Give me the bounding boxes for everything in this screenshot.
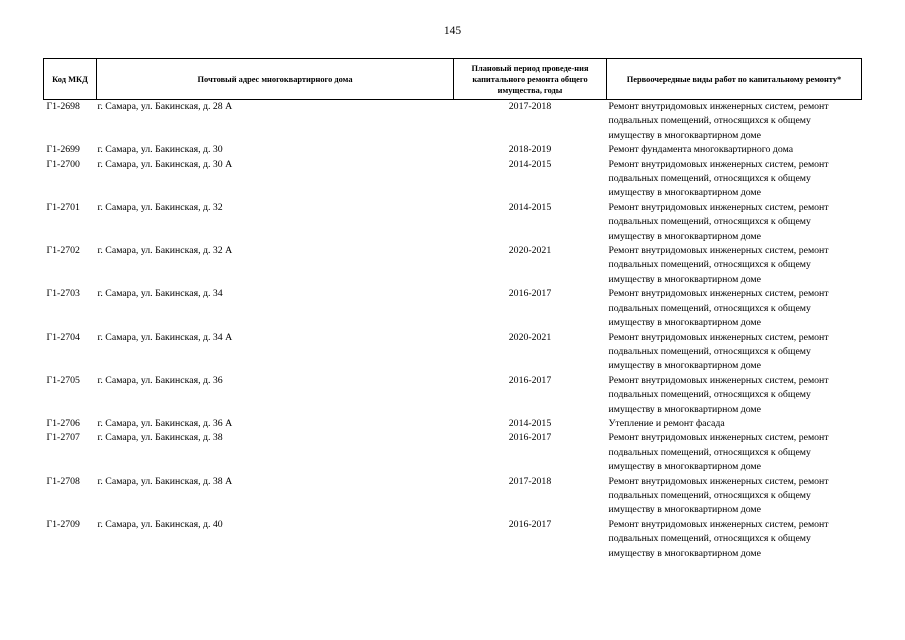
cell-address: г. Самара, ул. Бакинская, д. 30 [97,144,223,156]
cell-works: Ремонт внутридомовых инженерных систем, ремонт подвальных помещений, относящихся к общему имуществу в многоквартирном доме [608,331,829,372]
cell-address: г. Самара, ул. Бакинская, д. 38 [97,432,223,444]
cell-address: г. Самара, ул. Бакинская, д. 36 А [97,417,233,429]
cell-works: Ремонт внутридомовых инженерных систем, ремонт подвальных помещений, относящихся к общему имуществу в многоквартирном доме [608,101,829,141]
cell-code: Г1-2709 [46,518,80,530]
page-number: 145 [443,25,462,37]
table-header-row [44,59,862,100]
cell-code: Г1-2706 [46,417,80,429]
table-row [44,475,862,518]
table-row [44,417,862,431]
cell-address: г. Самара, ул. Бакинская, д. 34 [97,288,223,300]
cell-works: Ремонт внутридомовых инженерных систем, ремонт подвальных помещений, относящихся к общему имуществу в многоквартирном доме [608,475,829,516]
cell-address: г. Самара, ул. Бакинская, д. 40 [97,518,223,530]
header-address: Почтовый адрес многоквартирного дома [97,59,454,100]
cell-address: г. Самара, ул. Бакинская, д. 38 А [97,475,233,487]
cell-works: Ремонт внутридомовых инженерных систем, ремонт подвальных помещений, относящихся к общему имуществу в многоквартирном доме [608,374,829,415]
cell-address: г. Самара, ул. Бакинская, д. 30 А [97,158,233,170]
table-row [44,518,862,561]
cell-period: 2014-2015 [508,201,552,213]
cell-period: 2014-2015 [508,158,552,170]
cell-period: 2018-2019 [508,144,552,156]
table-row [44,100,862,144]
table-row [44,244,862,287]
table-body [44,100,862,562]
cell-code: Г1-2705 [46,374,80,386]
table-row [44,158,862,201]
cell-period: 2017-2018 [508,475,552,487]
cell-works: Ремонт внутридомовых инженерных систем, ремонт подвальных помещений, относящихся к общему имуществу в многоквартирном доме [608,245,829,285]
cell-address: г. Самара, ул. Бакинская, д. 32 [97,201,223,213]
table-row [44,287,862,330]
cell-code: Г1-2702 [46,245,80,257]
cell-period: 2016-2017 [508,432,552,444]
cell-works: Ремонт внутридомовых инженерных систем, ремонт подвальных помещений, относящихся к общему имуществу в многоквартирном доме [608,518,829,559]
cell-code: Г1-2704 [46,331,80,343]
capital-repair-table [43,58,862,561]
cell-address: г. Самара, ул. Бакинская, д. 36 [97,374,223,386]
cell-period: 2014-2015 [508,417,552,429]
cell-address: г. Самара, ул. Бакинская, д. 32 А [97,245,233,257]
cell-period: 2016-2017 [508,374,552,386]
cell-code: Г1-2703 [46,288,80,300]
cell-code: Г1-2701 [46,201,80,213]
cell-period: 2020-2021 [508,245,552,257]
cell-period: 2017-2018 [508,101,552,112]
cell-code: Г1-2698 [46,101,80,112]
cell-works: Ремонт внутридомовых инженерных систем, ремонт подвальных помещений, относящихся к общему имуществу в многоквартирном доме [608,158,829,199]
table-row [44,143,862,157]
cell-code: Г1-2707 [46,432,80,444]
table-row [44,374,862,417]
cell-period: 2020-2021 [508,331,552,343]
header-code: Код МКД [44,59,97,100]
cell-works: Ремонт внутридомовых инженерных систем, ремонт подвальных помещений, относящихся к общему имуществу в многоквартирном доме [608,288,829,329]
cell-works: Ремонт внутридомовых инженерных систем, ремонт подвальных помещений, относящихся к общему имуществу в многоквартирном доме [608,201,829,242]
table-row [44,331,862,374]
header-works: Первоочередные виды работ по капитальному ремонту* [607,59,862,100]
cell-works: Ремонт фундамента многоквартирного дома [608,144,794,156]
cell-code: Г1-2700 [46,158,80,170]
cell-code: Г1-2708 [46,475,80,487]
cell-works: Утепление и ремонт фасада [608,417,725,429]
table-row [44,431,862,474]
cell-address: г. Самара, ул. Бакинская, д. 28 А [97,101,233,112]
cell-works: Ремонт внутридомовых инженерных систем, ремонт подвальных помещений, относящихся к общему имуществу в многоквартирном доме [608,432,829,473]
cell-period: 2016-2017 [508,518,552,530]
cell-code: Г1-2699 [46,144,80,156]
table-row [44,201,862,244]
cell-address: г. Самара, ул. Бакинская, д. 34 А [97,331,233,343]
header-period: Плановый период проведе-ния капитального ремонта общего имущества, годы [454,59,607,100]
cell-period: 2016-2017 [508,288,552,300]
